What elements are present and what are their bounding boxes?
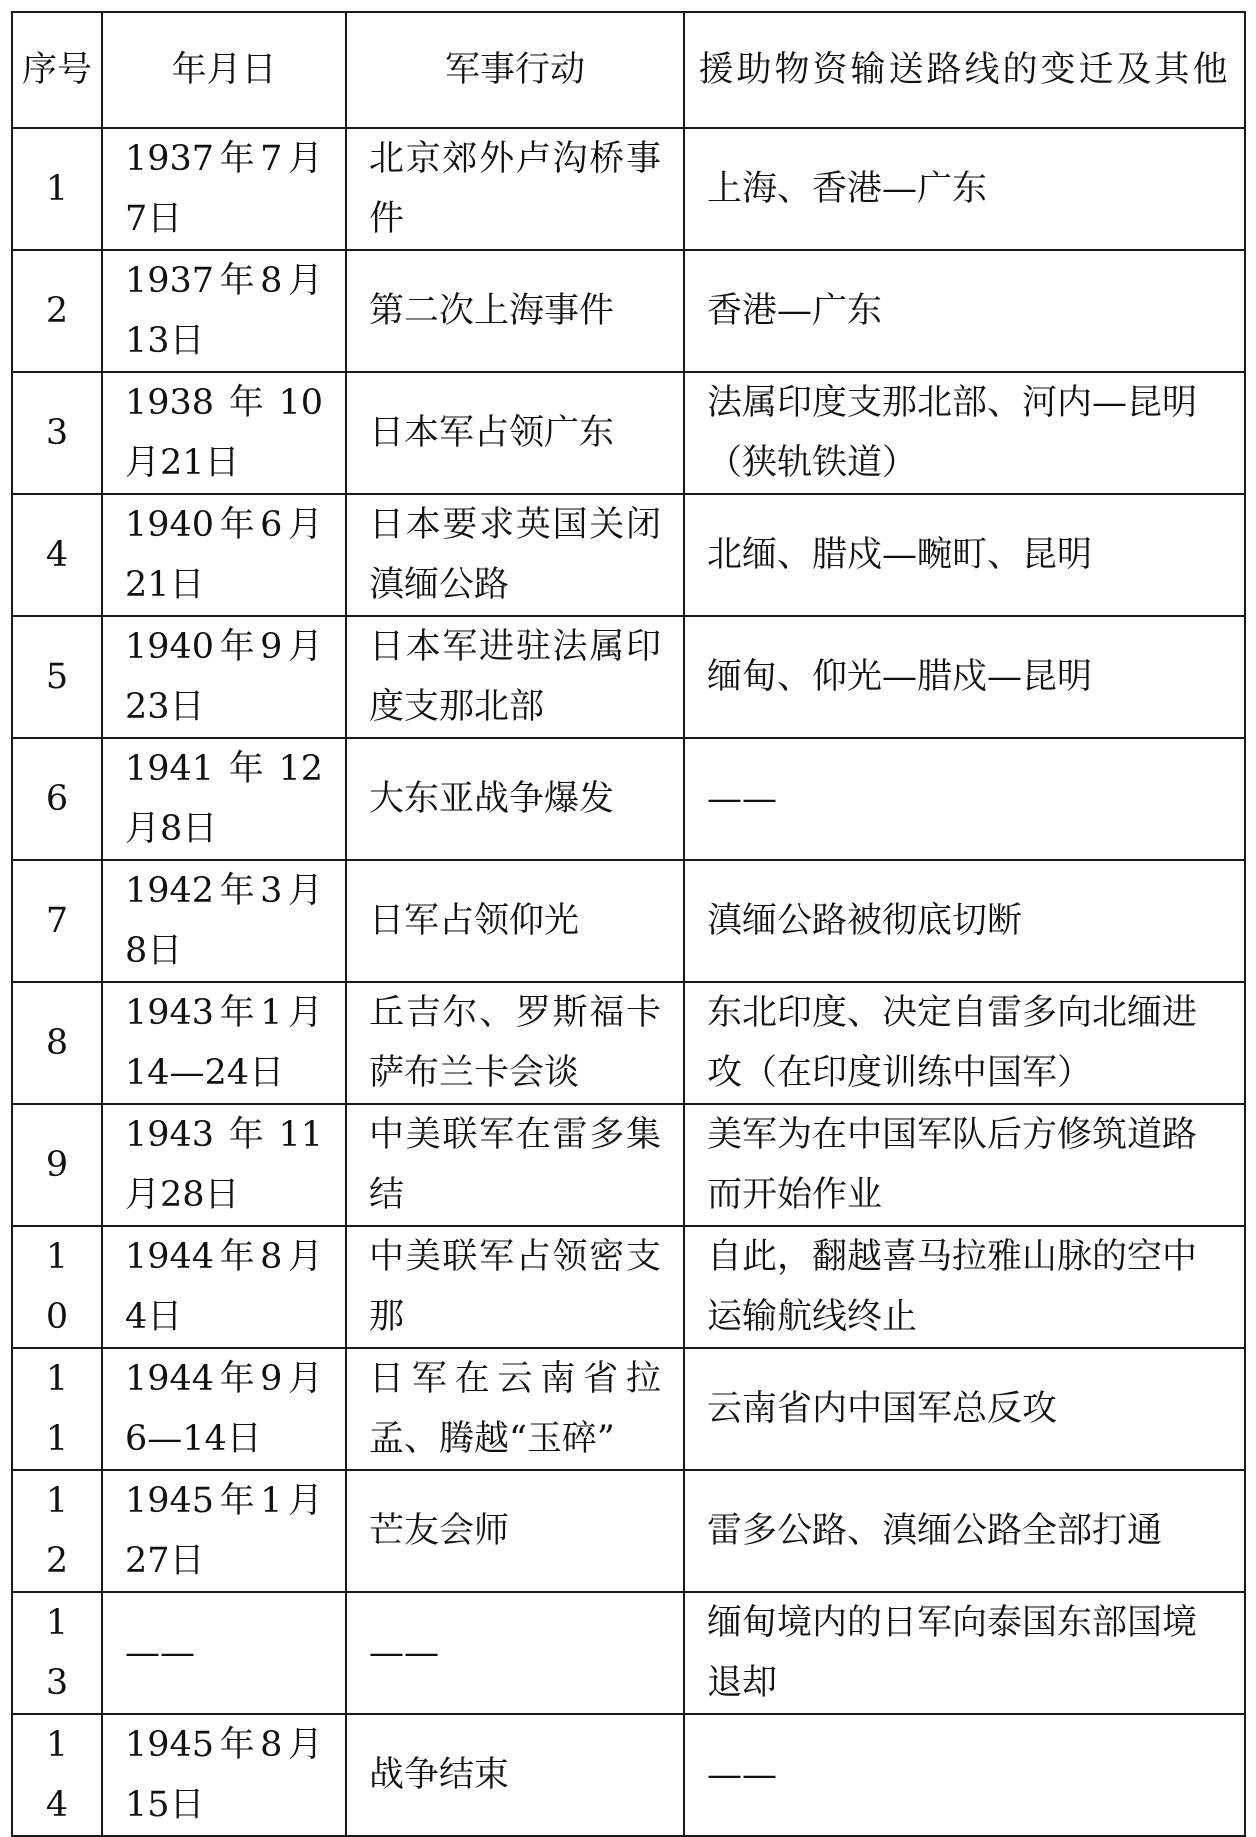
cell-action: —— [346,1592,684,1714]
header-seq: 序号 [12,12,102,128]
cell-date: 1942年3月8日 [102,860,346,982]
cell-date: 1937年7月7日 [102,128,346,250]
cell-route: 滇缅公路被彻底切断 [684,860,1245,982]
cell-action: 中美联军占领密支那 [346,1226,684,1348]
cell-action: 战争结束 [346,1714,684,1836]
table-row [12,250,1245,372]
cell-action: 日本军占领广东 [346,372,684,494]
cell-seq: 9 [12,1104,102,1226]
cell-route: 雷多公路、滇缅公路全部打通 [684,1470,1245,1592]
cell-route: 上海、香港—广东 [684,128,1245,250]
cell-date: 1944年8月4日 [102,1226,346,1348]
header-action: 军事行动 [346,12,684,128]
cell-date: 1941年12月8日 [102,738,346,860]
header-row [12,12,1245,128]
table-row [12,1348,1245,1470]
cell-date: 1943年1月14—24日 [102,982,346,1104]
table-body [12,128,1245,1836]
table-row [12,738,1245,860]
table-row [12,982,1245,1104]
cell-date: 1944年9月6—14日 [102,1348,346,1470]
table-row [12,1104,1245,1226]
cell-action: 日本军进驻法属印度支那北部 [346,616,684,738]
cell-seq: 6 [12,738,102,860]
cell-route: 美军为在中国军队后方修筑道路而开始作业 [684,1104,1245,1226]
cell-action: 第二次上海事件 [346,250,684,372]
cell-route: —— [684,1714,1245,1836]
table-row [12,494,1245,616]
cell-route: 云南省内中国军总反攻 [684,1348,1245,1470]
cell-action: 丘吉尔、罗斯福卡萨布兰卡会谈 [346,982,684,1104]
cell-action: 中美联军在雷多集结 [346,1104,684,1226]
cell-action: 日本要求英国关闭滇缅公路 [346,494,684,616]
cell-seq: 8 [12,982,102,1104]
header-date: 年月日 [102,12,346,128]
cell-action: 大东亚战争爆发 [346,738,684,860]
cell-date: —— [102,1592,346,1714]
cell-route: 香港—广东 [684,250,1245,372]
table-row [12,860,1245,982]
cell-route: 缅甸、仰光—腊戍—昆明 [684,616,1245,738]
cell-seq: 14 [12,1714,102,1836]
cell-route: —— [684,738,1245,860]
cell-route: 北缅、腊戍—畹町、昆明 [684,494,1245,616]
aid-route-table [11,11,1246,1837]
cell-seq: 1 [12,128,102,250]
cell-date: 1940年9月23日 [102,616,346,738]
table-row [12,128,1245,250]
cell-route: 法属印度支那北部、河内—昆明（狭轨铁道） [684,372,1245,494]
cell-date: 1938年10月21日 [102,372,346,494]
cell-route: 缅甸境内的日军向泰国东部国境退却 [684,1592,1245,1714]
cell-seq: 2 [12,250,102,372]
cell-date: 1940年6月21日 [102,494,346,616]
cell-seq: 3 [12,372,102,494]
cell-action: 日军在云南省拉孟、腾越“玉碎” [346,1348,684,1470]
table-row [12,1592,1245,1714]
cell-action: 芒友会师 [346,1470,684,1592]
cell-action: 北京郊外卢沟桥事件 [346,128,684,250]
cell-date: 1945年1月27日 [102,1470,346,1592]
cell-seq: 11 [12,1348,102,1470]
cell-date: 1945年8月15日 [102,1714,346,1836]
table-row [12,616,1245,738]
cell-seq: 12 [12,1470,102,1592]
header-route: 援助物资输送路线的变迁及其他 [684,12,1245,128]
table-row [12,1226,1245,1348]
cell-action: 日军占领仰光 [346,860,684,982]
table-header [12,12,1245,128]
cell-date: 1943年11月28日 [102,1104,346,1226]
cell-seq: 5 [12,616,102,738]
cell-seq: 10 [12,1226,102,1348]
cell-seq: 4 [12,494,102,616]
table-row [12,372,1245,494]
cell-date: 1937年8月13日 [102,250,346,372]
cell-route: 东北印度、决定自雷多向北缅进攻（在印度训练中国军） [684,982,1245,1104]
cell-route: 自此，翻越喜马拉雅山脉的空中运输航线终止 [684,1226,1245,1348]
cell-seq: 13 [12,1592,102,1714]
cell-seq: 7 [12,860,102,982]
table-row [12,1714,1245,1836]
table-row [12,1470,1245,1592]
